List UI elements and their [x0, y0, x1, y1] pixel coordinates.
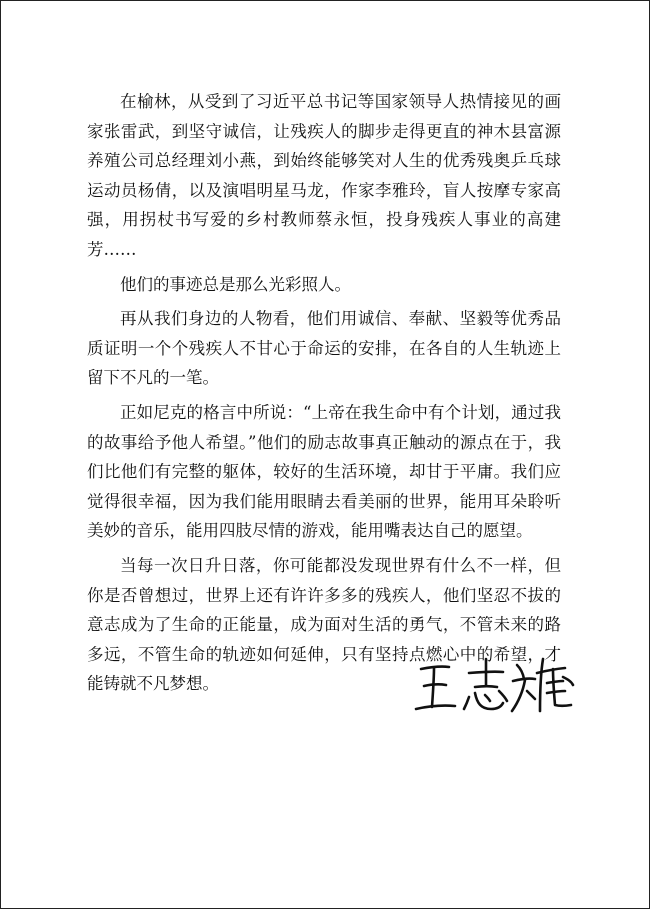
paragraph-1: 在榆林，从受到了习近平总书记等国家领导人热情接见的画家张雷武，到坚守诚信，让残疾人的脚步走得更直的神木县富源养殖公司总经理刘小燕，到始终能够笑对人生的优秀残奥乒乓球运动员杨倩，以及演唱明星马龙，作家李雅玲，盲人按摩专家高强，用拐杖书写爱的乡村教师蔡永恒，投身残疾人事业的高建芳…… — [87, 92, 561, 259]
handwritten-signature — [409, 651, 579, 719]
document-body — [87, 87, 561, 704]
paragraph-4: 正如尼克的格言中所说：“上帝在我生命中有个计划，通过我的故事给予他人希望。”他们的励志故事真正触动的源点在于，我们比他们有完整的躯体，较好的生活环境，却甘于平庸。我们应觉得很幸福，因为我们能用眼睛去看美丽的世界，能用耳朵聆听美妙的音乐，能用四肢尽情的游戏，能用嘴表达自己的愿望。 — [87, 402, 561, 541]
paragraph-2: 他们的事迹总是那么光彩照人。 — [120, 274, 351, 294]
paragraph-3: 再从我们身边的人物看，他们用诚信、奉献、坚毅等优秀品质证明一个个残疾人不甘心于命运的安排，在各自的人生轨迹上留下不凡的一笔。 — [87, 309, 561, 388]
signature-drawing — [409, 651, 579, 719]
paragraph-5: 当每一次日升日落，你可能都没发现世界有什么不一样，但你是否曾想过，世界上还有许许多多的残疾人，他们坚忍不拔的意志成为了生命的正能量，成为面对生活的勇气，不管未来的路多远，不管生命的轨迹如何延伸，只有坚持点燃心中的希望，才能铸就不凡梦想。 — [87, 555, 561, 694]
